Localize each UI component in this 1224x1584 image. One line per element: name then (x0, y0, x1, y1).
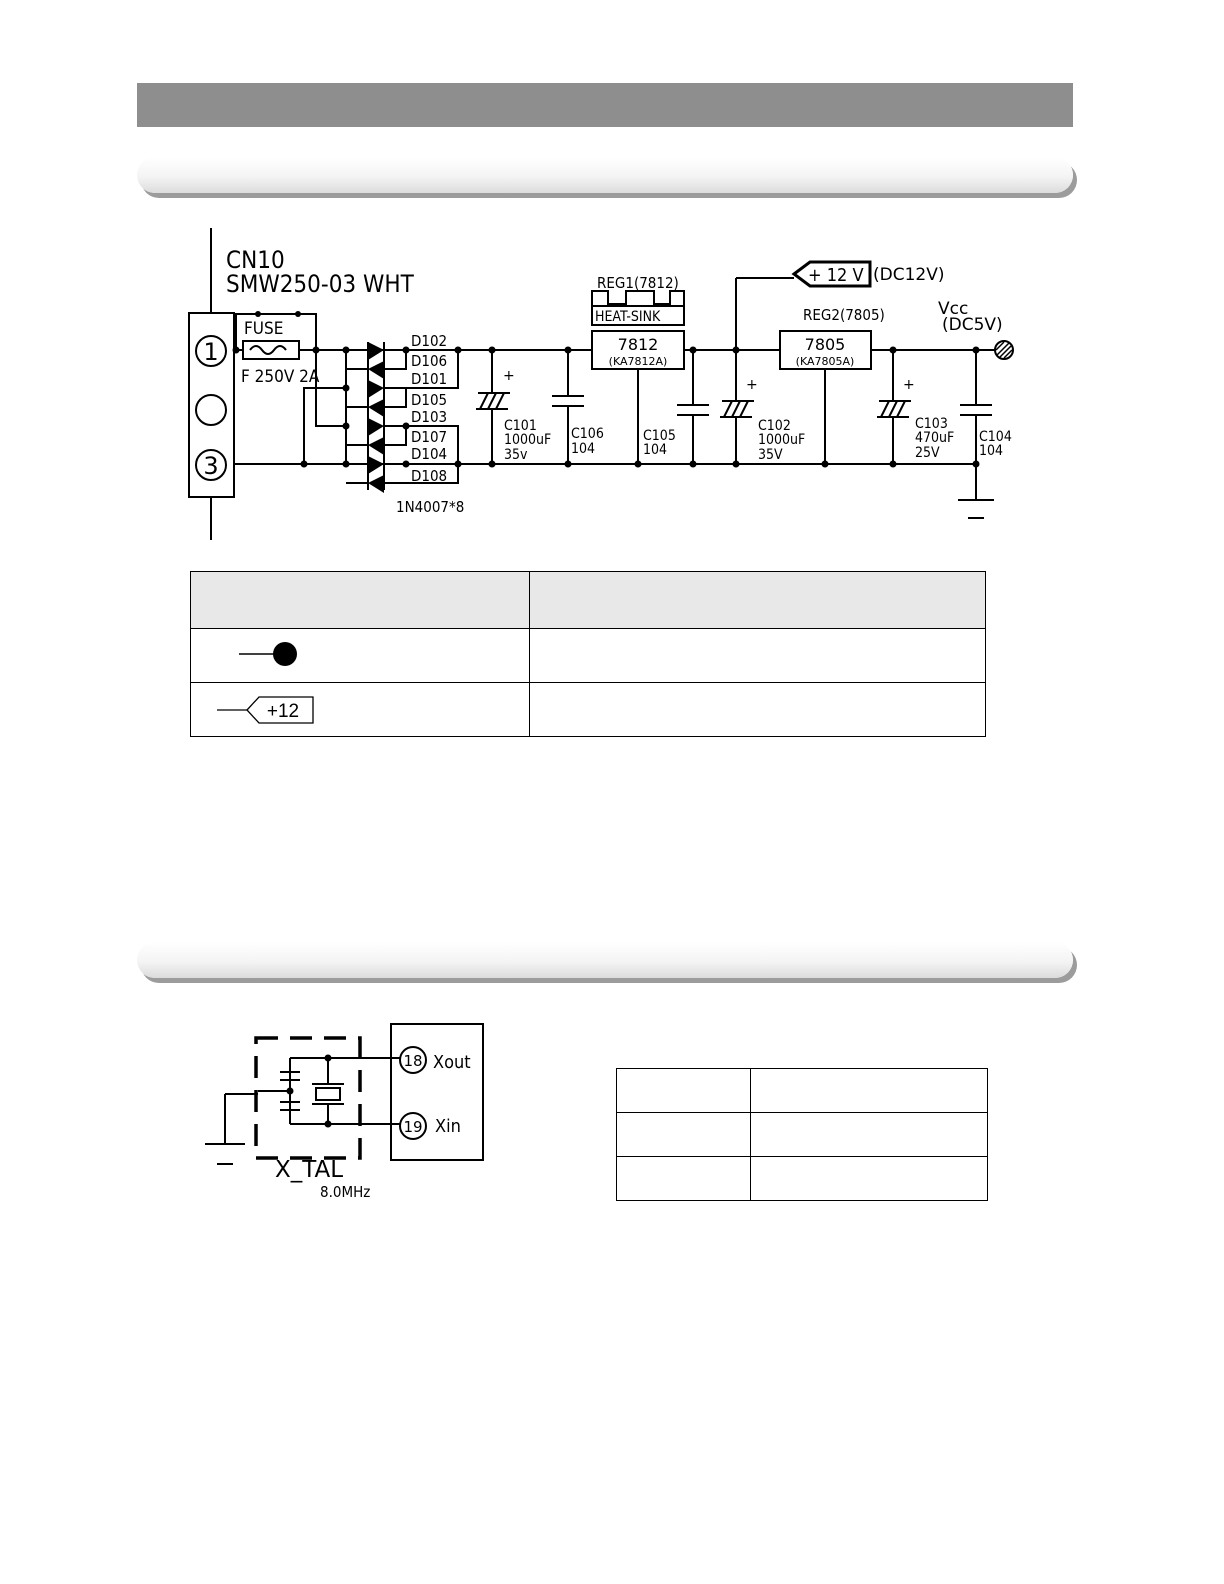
connector-ref: CN10 (226, 246, 285, 274)
legend-row-tag (191, 683, 986, 737)
diode-label: D105 (411, 391, 448, 409)
pin-18-label: Xout (433, 1052, 471, 1073)
reg1-label: REG1(7812) (597, 274, 679, 292)
c104-ref: C104 (979, 429, 1012, 445)
legend-row-terminal (191, 629, 986, 683)
xtal-frequency: 8.0MHz (320, 1183, 371, 1201)
c103-ref: C103 (915, 416, 948, 432)
plus-sign: + (903, 377, 915, 393)
plus-sign: + (503, 368, 515, 384)
reg1-body-text: 7812 (617, 335, 659, 354)
fuse-body (243, 341, 299, 359)
pin-19-label: Xin (435, 1116, 461, 1137)
reg2-part: (KA7805A) (795, 355, 855, 368)
c101-value: 1000uF (504, 432, 552, 448)
legend-tag-description (530, 683, 986, 737)
reg2-label: REG2(7805) (803, 306, 885, 324)
legend-table (190, 571, 986, 737)
table-cell (617, 1157, 751, 1201)
table-cell (617, 1113, 751, 1157)
pin-19: 19 (403, 1118, 423, 1136)
diode-label: D102 (411, 332, 448, 350)
c101-voltage: 35v (504, 447, 528, 463)
net-tag-icon (191, 683, 529, 736)
diode-label: D101 (411, 370, 448, 388)
legend-tag-symbol (191, 683, 530, 737)
diode-label: D108 (411, 467, 448, 485)
junction-dots (233, 311, 980, 468)
crystal-spec-table (616, 1068, 988, 1201)
c101-ref: C101 (504, 418, 537, 434)
diode-label: D104 (411, 445, 448, 463)
xtal-label: X_TAL (275, 1157, 344, 1183)
heatsink-label: HEAT-SINK (595, 309, 661, 325)
legend-header-row (191, 572, 986, 629)
pin-18: 18 (403, 1052, 423, 1070)
table-row (617, 1157, 988, 1201)
table-row (617, 1113, 988, 1157)
c102-ref: C102 (758, 418, 791, 434)
vcc-desc: (DC5V) (942, 315, 1003, 335)
legend-header-description (530, 572, 986, 629)
table-row (617, 1069, 988, 1113)
c103-value: 470uF (915, 430, 955, 446)
diode-label: D103 (411, 408, 448, 426)
diode-part: 1N4007*8 (396, 498, 465, 516)
table-cell (617, 1069, 751, 1113)
connector-part: SMW250-03 WHT (226, 270, 414, 298)
vcc-terminal (995, 341, 1013, 359)
vcc-label: Vcc (938, 299, 969, 319)
tag-symbol-text: +12 (266, 701, 300, 722)
table-cell (751, 1069, 988, 1113)
c104-value: 104 (979, 443, 1004, 459)
legend-terminal-symbol (191, 629, 530, 683)
c106-ref: C106 (571, 426, 604, 442)
power-supply-schematic (0, 0, 1224, 560)
c102-voltage: 35V (758, 447, 783, 463)
reg2-body-text: 7805 (804, 335, 846, 354)
plus-sign: + (746, 377, 758, 393)
table-cell (751, 1113, 988, 1157)
fuse-rating: F 250V 2A (241, 367, 320, 387)
c105-ref: C105 (643, 428, 676, 444)
c106-value: 104 (571, 441, 596, 457)
crystal-oscillator-schematic (0, 1010, 520, 1210)
table-cell (751, 1157, 988, 1201)
legend-header-symbol (191, 572, 530, 629)
tag-12v-desc: (DC12V) (873, 265, 945, 285)
section-header-oscillator (137, 942, 1073, 978)
c103-voltage: 25V (915, 445, 940, 461)
c105-value: 104 (643, 442, 668, 458)
terminal-dot-icon (191, 629, 529, 682)
fuse-label: FUSE (244, 319, 284, 339)
pin-1: 1 (203, 338, 219, 366)
diode-label: D106 (411, 352, 448, 370)
c102-value: 1000uF (758, 432, 806, 448)
pin-3: 3 (203, 452, 219, 480)
legend-terminal-description (530, 629, 986, 683)
reg1-part: (KA7812A) (608, 355, 668, 368)
diode-label: D107 (411, 428, 448, 446)
tag-12v: + 12 V (808, 265, 864, 286)
